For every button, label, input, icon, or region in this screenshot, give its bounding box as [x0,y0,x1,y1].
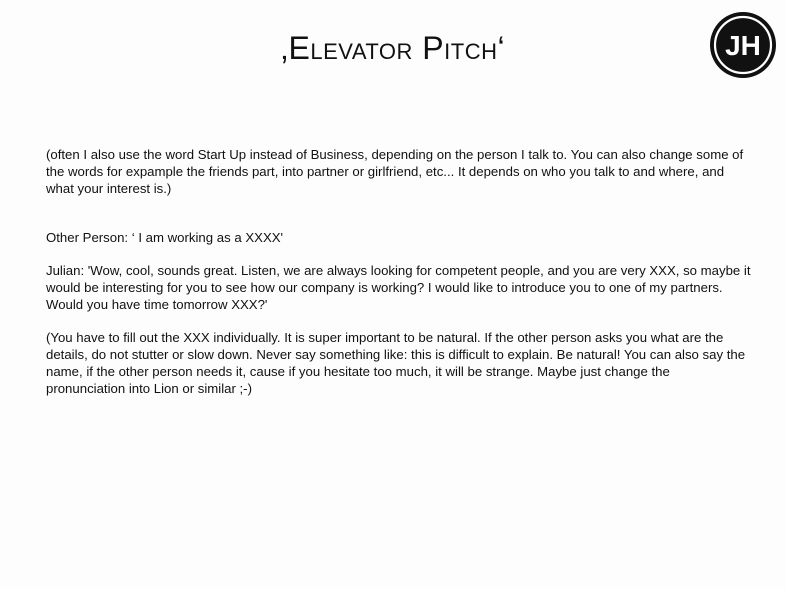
note-paragraph: (You have to fill out the XXX individually. It is super important to be natural. If the other person asks you what are the details, do not stutter or slow down. Never say something like: this is difficult to explain. Be natural! You can also say the name, if the other person needs it, cause if you hesitate too much, it will be strange. Maybe just change the pronunciation into Lion or similar ;-) [46,330,746,396]
other-person-line: Other Person: ‘ I am working as a XXXX' [46,230,284,245]
intro-paragraph: (often I also use the word Start Up instead of Business, depending on the person I talk to. You can also change some of the words for expample the friends part, into partner or girlfriend, etc... It depends on who you talk to and where, and what your interest is.) [46,147,744,196]
jh-logo-icon [708,10,778,80]
slide-title: ‚Elevator Pitch‘ [280,30,506,66]
slide-body [46,146,752,397]
julian-paragraph: Julian: 'Wow, cool, sounds great. Listen, we are always looking for competent people, and you are very XXX, so maybe it would be interesting for you to see how our company is working? I would like to introduce you to one of my partners. Would you have time tomorrow XXX?' [46,263,751,312]
logo-text: JH [725,30,761,61]
